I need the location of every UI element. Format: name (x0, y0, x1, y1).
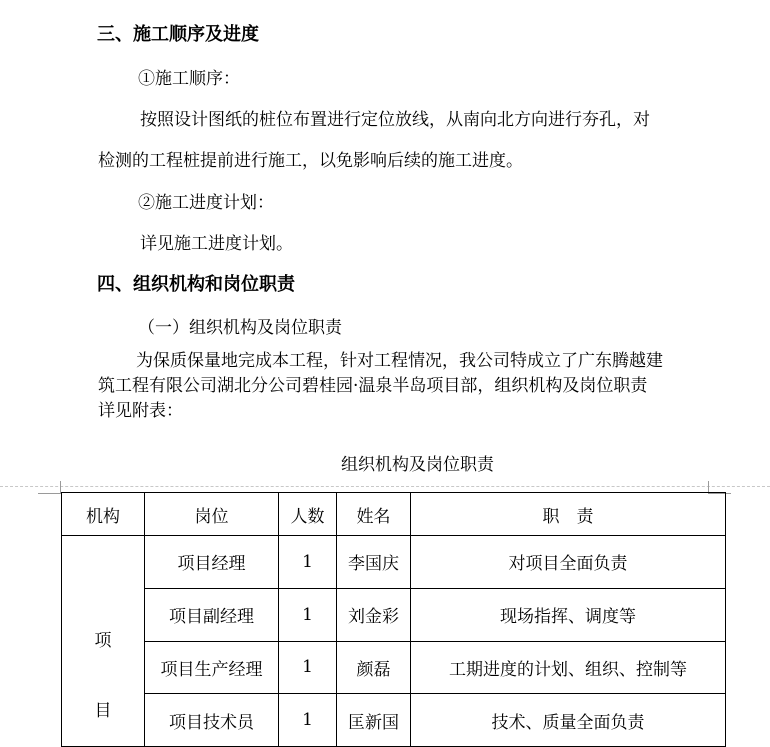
table-caption: 组织机构及岗位职责 (341, 455, 494, 475)
org-unit-char: 目 (94, 701, 112, 721)
intro-line-3: 详见附表： (98, 401, 183, 421)
count-cell: 1 (279, 536, 337, 589)
position-cell: 项目经理 (145, 536, 279, 589)
org-unit-cell (62, 536, 145, 747)
name-cell: 颜磊 (337, 641, 411, 694)
intro-line-2: 筑工程有限公司湖北分公司碧桂园·温泉半岛项目部，组织机构及岗位职责 (98, 376, 648, 396)
sequence-label: ①施工顺序： (138, 69, 240, 89)
org-unit-char: 项 (94, 631, 112, 651)
header-duty: 职 责 (411, 493, 726, 536)
duty-cell: 对项目全面负责 (411, 536, 726, 589)
position-cell: 项目生产经理 (145, 641, 279, 694)
header-name: 姓名 (337, 493, 411, 536)
subsection-heading: （一）组织机构及岗位职责 (138, 318, 342, 338)
header-count: 人数 (279, 493, 337, 536)
duty-cell: 技术、质量全面负责 (411, 694, 726, 747)
table-row (62, 694, 726, 747)
name-cell: 匡新国 (337, 694, 411, 747)
duty-cell: 现场指挥、调度等 (411, 588, 726, 641)
header-org: 机构 (62, 493, 145, 536)
position-cell: 项目技术员 (145, 694, 279, 747)
table-row (62, 588, 726, 641)
position-cell: 项目副经理 (145, 588, 279, 641)
org-table (61, 492, 726, 747)
count-cell: 1 (279, 588, 337, 641)
duty-cell: 工期进度的计划、组织、控制等 (411, 641, 726, 694)
table-row (62, 536, 726, 589)
margin-mark-left (38, 481, 61, 494)
name-cell: 刘金彩 (337, 588, 411, 641)
table-header-row (62, 493, 726, 536)
section-heading-3: 三、施工顺序及进度 (97, 24, 259, 45)
sequence-text-line-2: 检测的工程桩提前进行施工，以免影响后续的施工进度。 (98, 151, 523, 171)
schedule-text: 详见施工进度计划。 (140, 234, 293, 254)
header-position: 岗位 (145, 493, 279, 536)
page-break-line (0, 486, 770, 487)
count-cell: 1 (279, 694, 337, 747)
intro-line-1: 为保质保量地完成本工程，针对工程情况，我公司特成立了广东腾越建 (136, 351, 663, 371)
count-cell: 1 (279, 641, 337, 694)
name-cell: 李国庆 (337, 536, 411, 589)
sequence-text-line-1: 按照设计图纸的桩位布置进行定位放线，从南向北方向进行夯孔，对 (140, 110, 650, 130)
schedule-label: ②施工进度计划： (138, 193, 274, 213)
section-heading-4: 四、组织机构和岗位职责 (97, 274, 295, 295)
